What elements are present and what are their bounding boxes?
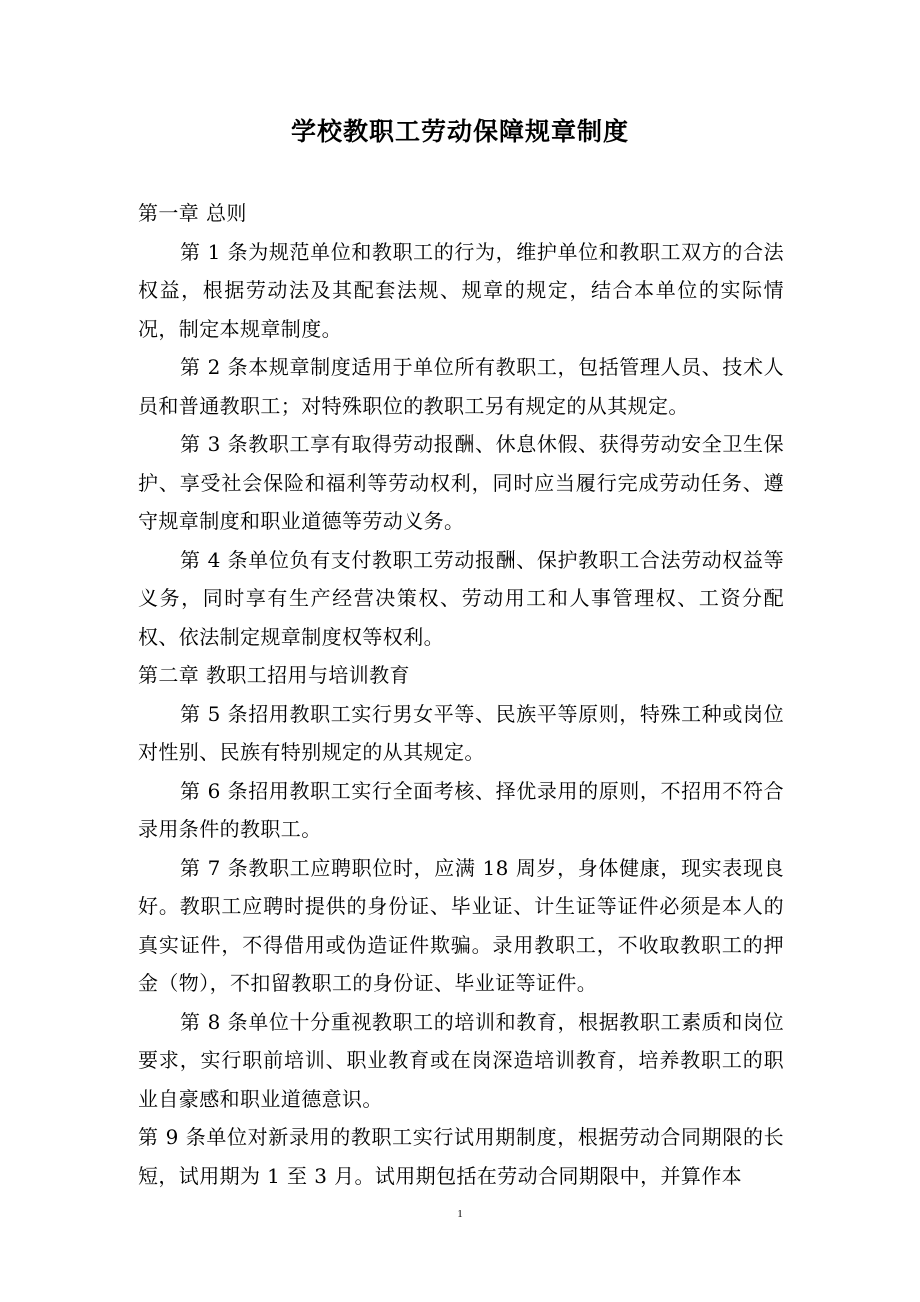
- article-paragraph: 第 1 条为规范单位和教职工的行为，维护单位和教职工双方的合法权益，根据劳动法及其配套法规、规章的规定，结合本单位的实际情况，制定本规章制度。: [138, 239, 784, 341]
- page-number: 1: [457, 1208, 463, 1220]
- document-title: 学校教职工劳动保障规章制度: [290, 117, 629, 146]
- article-paragraph: 第 6 条招用教职工实行全面考核、择优录用的原则，不招用不符合录用条件的教职工。: [138, 778, 784, 841]
- chapter-heading: 第一章 总则: [138, 201, 247, 225]
- article-paragraph: 第 8 条单位十分重视教职工的培训和教育，根据教职工素质和岗位要求，实行职前培训、职业教育或在岗深造培训教育，培养教职工的职业自豪感和职业道德意识。: [138, 1009, 784, 1111]
- article-paragraph: 第 3 条教职工享有取得劳动报酬、休息休假、获得劳动安全卫生保护、享受社会保险和福利等劳动权利，同时应当履行完成劳动任务、遵守规章制度和职业道德等劳动义务。: [138, 432, 784, 533]
- document-body: [138, 194, 784, 1195]
- article-paragraph: 第 2 条本规章制度适用于单位所有教职工，包括管理人员、技术人员和普通教职工；对特殊职位的教职工另有规定的从其规定。: [138, 355, 784, 418]
- article-paragraph: 第 4 条单位负有支付教职工劳动报酬、保护教职工合法劳动权益等义务，同时享有生产经营决策权、劳动用工和人事管理权、工资分配权、依法制定规章制度权等权利。: [138, 547, 784, 649]
- chapter-heading: 第二章 教职工招用与培训教育: [138, 663, 410, 687]
- article-paragraph: 第 7 条教职工应聘职位时，应满 18 周岁，身体健康，现实表现良好。教职工应聘时提供的身份证、毕业证、计生证等证件必须是本人的真实证件，不得借用或伪造证件欺骗。录用教职工，不收取教职工的押金（物），不扣留教职工的身份证、毕业证等证件。: [138, 855, 784, 995]
- article-paragraph: 第 9 条单位对新录用的教职工实行试用期制度，根据劳动合同期限的长短，试用期为 1 至 3 月。试用期包括在劳动合同期限中，并算作本: [138, 1125, 784, 1188]
- article-paragraph: 第 5 条招用教职工实行男女平等、民族平等原则，特殊工种或岗位对性别、民族有特别规定的从其规定。: [138, 701, 784, 764]
